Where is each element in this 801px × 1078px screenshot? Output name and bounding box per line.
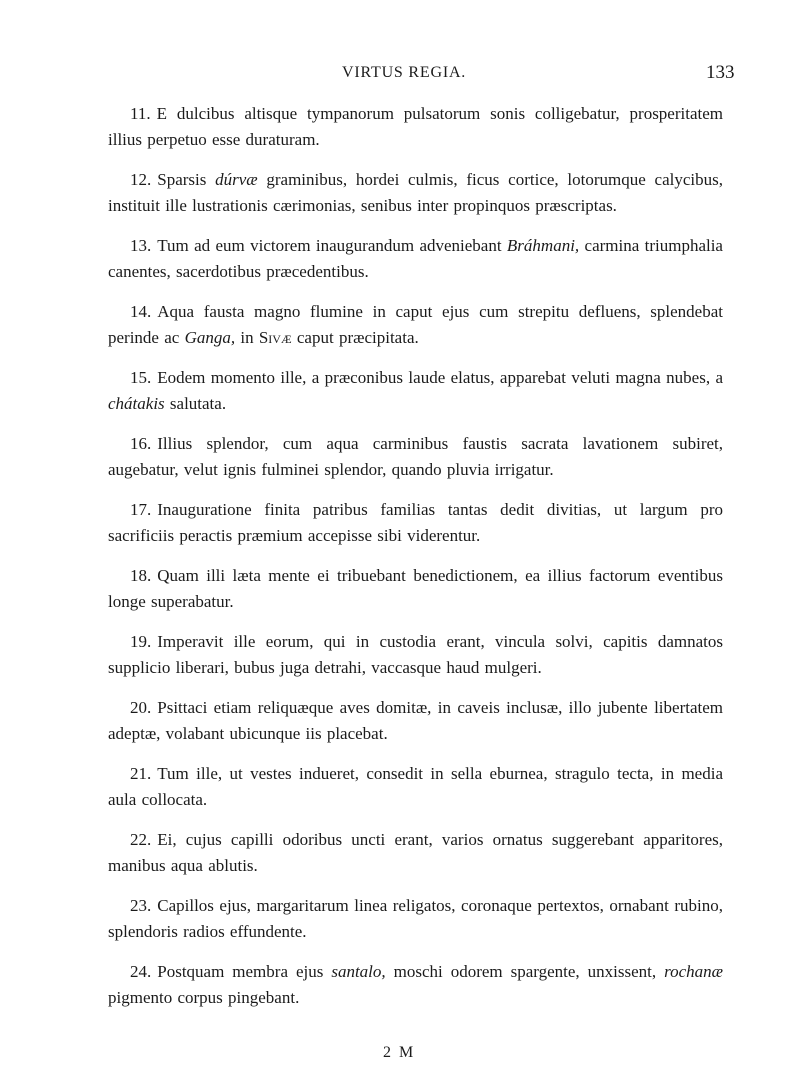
paragraph-number: 11. <box>130 104 151 123</box>
paragraph <box>108 827 723 879</box>
paragraph-number: 13. <box>130 236 152 255</box>
paragraph-text: salutata. <box>164 394 227 413</box>
paragraph-text: Eodem momento ille, a præconibus laude elatus, apparebat veluti magna nubes, a <box>157 368 723 387</box>
paragraph-text: Ei, cujus capilli odoribus uncti erant, varios ornatus suggerebant apparitores, manibus aqua ablutis. <box>108 830 723 875</box>
small-caps-term: Sivæ <box>258 328 292 347</box>
paragraph-text: Sparsis <box>157 170 216 189</box>
paragraph-number: 14. <box>130 302 152 321</box>
paragraph-text: Inauguratione finita patribus familias tantas dedit divitias, ut largum pro sacrificiis peractis præmium accepisse sibi viderentur. <box>108 500 723 545</box>
paragraph-text: Capillos ejus, margaritarum linea religatos, coronaque pertextos, ornabant rubino, splendoris radios effundente. <box>108 896 723 941</box>
paragraph-number: 18. <box>130 566 152 585</box>
paragraph-text: Imperavit ille eorum, qui in custodia erant, vincula solvi, capitis damnatos supplicio liberari, bubus juga detrahi, vaccasque haud mulgeri. <box>108 632 723 677</box>
running-head: VIRTUS REGIA. <box>342 64 467 81</box>
paragraph-number: 17. <box>130 500 152 519</box>
paragraph-text: E dulcibus altisque tympanorum pulsatorum sonis colligebatur, prosperitatem illius perpetuo esse duraturam. <box>108 104 723 149</box>
paragraph <box>108 893 723 945</box>
paragraph-text: Postquam membra ejus <box>157 962 332 981</box>
paragraph-number: 24. <box>130 962 152 981</box>
paragraph <box>108 695 723 747</box>
paragraph-text: graminibus, hordei culmis, ficus cortice, lotorumque calycibus, instituit ille lustrationis cærimonias, senibus inter propinquos præscriptas. <box>108 170 723 215</box>
italic-term: santalo, <box>331 962 386 981</box>
paragraph-text: Aqua fausta magno flumine in caput ejus cum strepitu defluens, splendebat perinde ac <box>108 302 723 347</box>
paragraph <box>108 233 723 285</box>
paragraph-text: caput præcipitata. <box>291 328 419 347</box>
paragraph-text: Tum ad eum victorem inaugurandum adveniebant <box>157 236 507 255</box>
paragraph <box>108 629 723 681</box>
paragraph <box>108 761 723 813</box>
paragraph <box>108 959 723 1011</box>
paragraph-text: Psittaci etiam reliquæque aves domitæ, in caveis inclusæ, illo jubente libertatem adeptæ, volabant ubicunque iis placebat. <box>108 698 723 743</box>
paragraph-text: Quam illi læta mente ei tribuebant benedictionem, ea illius factorum eventibus longe superabatur. <box>108 566 723 611</box>
italic-term: rochanæ <box>664 962 723 981</box>
paragraph-text: pigmento corpus pingebant. <box>108 988 300 1007</box>
italic-term: Bráhmani, <box>506 236 580 255</box>
paragraph-number: 20. <box>130 698 152 717</box>
paragraph <box>108 167 723 219</box>
paragraph-number: 21. <box>130 764 152 783</box>
paragraph <box>108 563 723 615</box>
paragraph-number: 19. <box>130 632 152 651</box>
paragraph-text: carmina triumphalia canentes, sacerdotibus præcedentibus. <box>108 236 723 281</box>
paragraph <box>108 299 723 351</box>
paragraph-number: 15. <box>130 368 152 387</box>
signature-mark: 2 M <box>383 1044 416 1061</box>
paragraph-number: 23. <box>130 896 152 915</box>
paragraph <box>108 431 723 483</box>
page-header <box>0 62 801 92</box>
italic-term: dúrvæ <box>215 170 258 189</box>
paragraph-number: 16. <box>130 434 152 453</box>
paragraph-number: 12. <box>130 170 152 189</box>
page-number: 133 <box>706 62 735 83</box>
paragraph <box>108 101 723 153</box>
body-text <box>108 101 723 1025</box>
italic-term: Ganga, <box>184 328 236 347</box>
paragraph <box>108 365 723 417</box>
paragraph-text: moschi odorem spargente, unxissent, <box>385 962 665 981</box>
paragraph <box>108 497 723 549</box>
paragraph-text: Tum ille, ut vestes indueret, consedit in sella eburnea, stragulo tecta, in media aula collocata. <box>108 764 723 809</box>
italic-term: chátakis <box>108 394 165 413</box>
paragraph-text: in <box>235 328 259 347</box>
paragraph-number: 22. <box>130 830 152 849</box>
paragraph-text: Illius splendor, cum aqua carminibus faustis sacrata lavationem subiret, augebatur, velut ignis fulminei splendor, quando pluvia irrigatur. <box>108 434 723 479</box>
